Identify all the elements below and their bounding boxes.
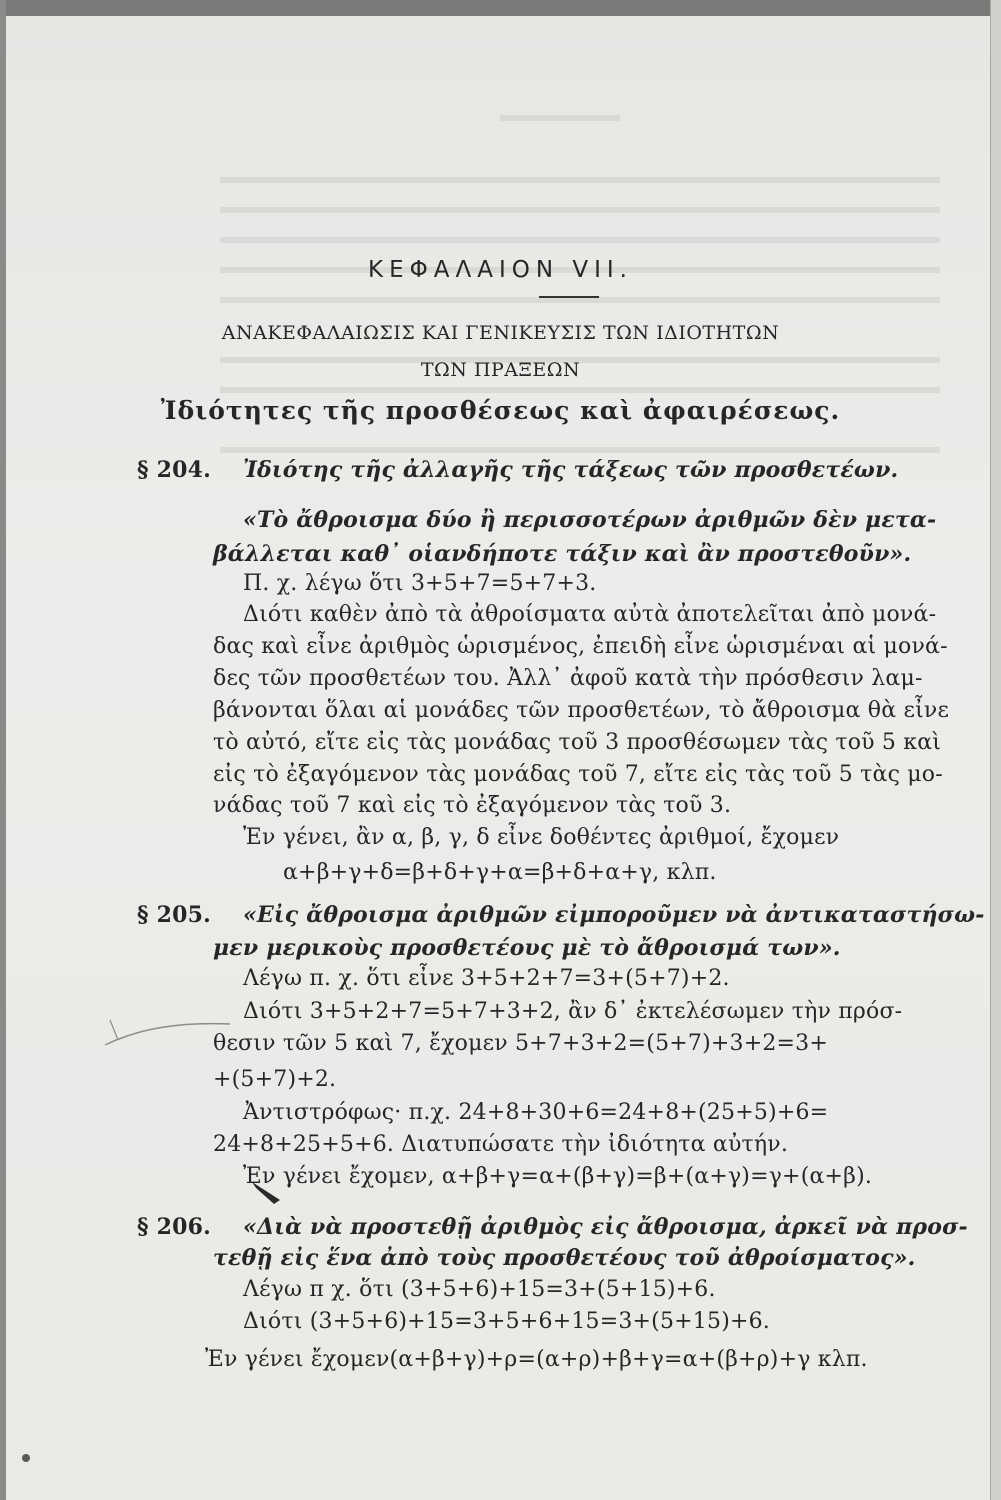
text-205-line-5: Ἀντιστρόφως· π.χ. 24+8+30+6=24+8+(25+5)+6= — [243, 1100, 829, 1125]
text-204-line-8: νάδας τοῦ 7 καὶ εἰς τὸ ἐξαγόμενον τὰς τοῦ 3. — [213, 793, 732, 818]
section-number-205: § 205. — [137, 902, 211, 928]
chapter-subtitle-line-1: ΑΝΑΚΕΦΑΛΑΙΩΣΙΣ ΚΑΙ ΓΕΝΙΚΕΥΣΙΣ ΤΩΝ ΙΔΙΟΤΗΤΩΝ — [221, 322, 780, 344]
rule-205-line-2: μεν μερικοὺς προσθετέους μὲ τὸ ἄθροισμά των». — [213, 935, 841, 961]
formula-204: α+β+γ+δ=β+δ+γ+α=β+δ+α+γ, κλπ. — [283, 860, 717, 885]
pencil-mark-icon — [100, 1000, 250, 1060]
text-204-line-9: Ἐν γένει, ἂν α, β, γ, δ εἶνε δοθέντες ἀριθμοί, ἔχομεν — [243, 825, 840, 850]
chapter-subtitle-line-2: ΤΩΝ ΠΡΑΞΕΩΝ — [420, 359, 581, 381]
ink-blot-icon — [250, 1178, 290, 1208]
text-205-line-6: 24+8+25+5+6. Διατυπώσατε τὴν ἰδιότητα αὐτήν. — [213, 1132, 789, 1157]
margin-mark-icon — [20, 1452, 32, 1464]
text-206-line-3: Ἐν γένει ἔχομεν(α+β+γ)+ρ=(α+ρ)+β+γ=α+(β+ρ)+γ κλπ. — [205, 1347, 868, 1372]
chapter-title: ΚΕΦΑΛΑΙΟΝ VII. — [368, 257, 633, 283]
rule-206-line-1: «Διὰ νὰ προστεθῇ ἀριθμὸς εἰς ἄθροισμα, ἀρκεῖ νὰ προσ- — [243, 1214, 968, 1240]
text-204-line-7: εἰς τὸ ἐξαγόμενον τὰς μονάδας τοῦ 7, εἴτε εἰς τὰς τοῦ 5 τὰς μο- — [213, 762, 943, 787]
rule-205-line-1: «Εἰς ἄθροισμα ἀριθμῶν εἰμποροῦμεν νὰ ἀντικαταστήσω- — [243, 902, 985, 928]
page-top-edge — [0, 0, 1001, 16]
text-204-line-1: Π. χ. λέγω ὅτι 3+5+7=5+7+3. — [243, 571, 597, 596]
section-title-204: Ἰδιότης τῆς ἀλλαγῆς τῆς τάξεως τῶν προσθετέων. — [243, 457, 899, 483]
section-number-204: § 204. — [137, 457, 211, 483]
text-205-line-4: +(5+7)+2. — [213, 1067, 337, 1092]
text-205-line-3: θεσιν τῶν 5 καὶ 7, ἔχομεν 5+7+3+2=(5+7)+3+2=3+ — [213, 1031, 829, 1056]
text-204-line-6: τὸ αὐτό, εἴτε εἰς τὰς μονάδας τοῦ 3 προσθέσωμεν τὰς τοῦ 5 καὶ — [213, 730, 942, 755]
section-number-206: § 206. — [137, 1214, 211, 1240]
rule-204-line-1: «Τὸ ἄθροισμα δύο ἢ περισσοτέρων ἀριθμῶν δὲν μετα- — [243, 507, 937, 533]
rule-204-line-2: βάλλεται καθ᾽ οἱανδήποτε τάξιν καὶ ἂν προστεθοῦν». — [213, 541, 912, 567]
rule-206-line-2: τεθῇ εἰς ἕνα ἀπὸ τοὺς προσθετέους τοῦ ἀθροίσματος». — [213, 1245, 916, 1271]
text-204-line-4: δες τῶν προσθετέων του. Ἀλλ᾽ ἀφοῦ κατὰ τὴν πρόσθεσιν λαμ- — [213, 666, 923, 691]
text-206-line-2: Διότι (3+5+6)+15=3+5+6+15=3+(5+15)+6. — [243, 1309, 770, 1334]
text-205-line-2: Διότι 3+5+2+7=5+7+3+2, ἂν δ᾽ ἐκτελέσωμεν τὴν πρόσ- — [243, 999, 903, 1024]
title-rule — [539, 296, 599, 298]
page-right-edge — [990, 0, 1001, 1500]
text-204-line-3: δας καὶ εἶνε ἀριθμὸς ὡρισμένος, ἐπειδὴ εἶνε ὡρισμέναι αἱ μονά- — [213, 634, 948, 659]
text-205-line-1: Λέγω π. χ. ὅτι εἶνε 3+5+2+7=3+(5+7)+2. — [243, 966, 730, 991]
section-heading: Ἰδιότητες τῆς προσθέσεως καὶ ἀφαιρέσεως. — [160, 396, 841, 425]
text-205-line-7: Ἐν γένει ἔχομεν, α+β+γ=α+(β+γ)=β+(α+γ)=γ+(α+β). — [243, 1164, 873, 1189]
text-206-line-1: Λέγω π χ. ὅτι (3+5+6)+15=3+(5+15)+6. — [243, 1277, 716, 1302]
text-204-line-2: Διότι καθὲν ἀπὸ τὰ ἀθροίσματα αὐτὰ ἀποτελεῖται ἀπὸ μονά- — [243, 602, 937, 627]
text-204-line-5: βάνονται ὅλαι αἱ μονάδες τῶν προσθετέων, τὸ ἄθροισμα θὰ εἶνε — [213, 698, 950, 723]
page-left-edge — [0, 0, 6, 1500]
